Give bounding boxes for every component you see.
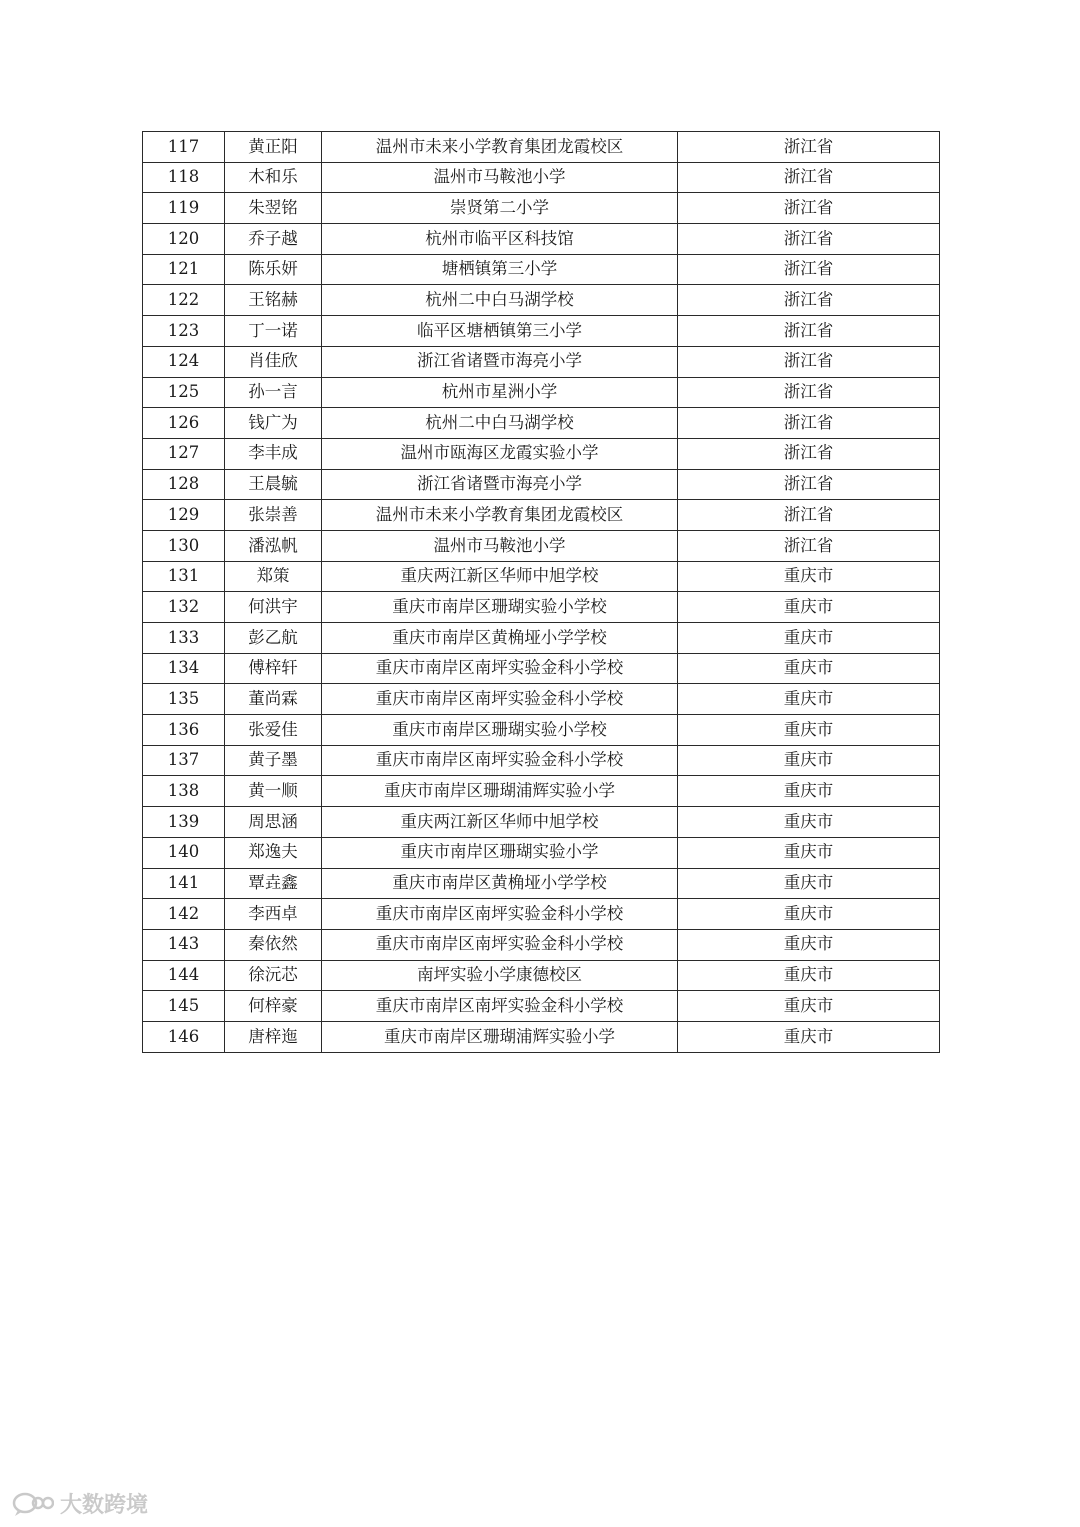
school-cell: 重庆市南岸区珊瑚实验小学 <box>322 837 678 868</box>
table-row <box>143 438 940 469</box>
row-number-cell: 123 <box>143 316 225 347</box>
student-name-cell: 周思涵 <box>225 807 322 838</box>
region-cell: 重庆市 <box>678 960 940 991</box>
row-number-cell: 139 <box>143 807 225 838</box>
region-cell: 浙江省 <box>678 254 940 285</box>
school-cell: 重庆两江新区华师中旭学校 <box>322 807 678 838</box>
table-row <box>143 899 940 930</box>
student-name-cell: 木和乐 <box>225 162 322 193</box>
student-name-cell: 陈乐妍 <box>225 254 322 285</box>
table-row <box>143 807 940 838</box>
row-number-cell: 145 <box>143 991 225 1022</box>
row-number-cell: 132 <box>143 592 225 623</box>
school-cell: 杭州市星洲小学 <box>322 377 678 408</box>
table-row <box>143 592 940 623</box>
student-name-cell: 朱翌铭 <box>225 193 322 224</box>
student-name-cell: 李西卓 <box>225 899 322 930</box>
row-number-cell: 117 <box>143 132 225 163</box>
region-cell: 重庆市 <box>678 929 940 960</box>
table-row <box>143 530 940 561</box>
table-row <box>143 162 940 193</box>
row-number-cell: 140 <box>143 837 225 868</box>
row-number-cell: 125 <box>143 377 225 408</box>
roster-table-body <box>143 132 940 1053</box>
school-cell: 崇贤第二小学 <box>322 193 678 224</box>
table-row <box>143 346 940 377</box>
row-number-cell: 120 <box>143 224 225 255</box>
student-name-cell: 黄子墨 <box>225 745 322 776</box>
region-cell: 浙江省 <box>678 316 940 347</box>
student-name-cell: 王铭赫 <box>225 285 322 316</box>
school-cell: 重庆市南岸区南坪实验金科小学校 <box>322 684 678 715</box>
row-number-cell: 131 <box>143 561 225 592</box>
student-name-cell: 徐沅芯 <box>225 960 322 991</box>
row-number-cell: 130 <box>143 530 225 561</box>
table-row <box>143 623 940 654</box>
student-name-cell: 秦依然 <box>225 929 322 960</box>
row-number-cell: 126 <box>143 408 225 439</box>
row-number-cell: 136 <box>143 715 225 746</box>
school-cell: 重庆市南岸区南坪实验金科小学校 <box>322 899 678 930</box>
table-row <box>143 684 940 715</box>
row-number-cell: 144 <box>143 960 225 991</box>
student-name-cell: 郑策 <box>225 561 322 592</box>
student-name-cell: 唐梓迤 <box>225 1021 322 1052</box>
row-number-cell: 135 <box>143 684 225 715</box>
row-number-cell: 122 <box>143 285 225 316</box>
school-cell: 浙江省诸暨市海亮小学 <box>322 346 678 377</box>
row-number-cell: 121 <box>143 254 225 285</box>
table-row <box>143 132 940 163</box>
school-cell: 温州市马鞍池小学 <box>322 530 678 561</box>
school-cell: 塘栖镇第三小学 <box>322 254 678 285</box>
row-number-cell: 127 <box>143 438 225 469</box>
row-number-cell: 143 <box>143 929 225 960</box>
student-name-cell: 乔子越 <box>225 224 322 255</box>
row-number-cell: 124 <box>143 346 225 377</box>
region-cell: 浙江省 <box>678 224 940 255</box>
row-number-cell: 119 <box>143 193 225 224</box>
school-cell: 重庆市南岸区南坪实验金科小学校 <box>322 653 678 684</box>
watermark <box>12 1488 148 1519</box>
row-number-cell: 138 <box>143 776 225 807</box>
table-row <box>143 715 940 746</box>
student-name-cell: 潘泓帆 <box>225 530 322 561</box>
student-name-cell: 孙一言 <box>225 377 322 408</box>
row-number-cell: 137 <box>143 745 225 776</box>
table-row <box>143 929 940 960</box>
student-name-cell: 黄一顺 <box>225 776 322 807</box>
school-cell: 重庆市南岸区黄桷垭小学学校 <box>322 623 678 654</box>
student-name-cell: 傅梓轩 <box>225 653 322 684</box>
region-cell: 重庆市 <box>678 807 940 838</box>
school-cell: 重庆市南岸区珊瑚浦辉实验小学 <box>322 776 678 807</box>
region-cell: 重庆市 <box>678 837 940 868</box>
table-row <box>143 254 940 285</box>
row-number-cell: 146 <box>143 1021 225 1052</box>
table-row <box>143 653 940 684</box>
region-cell: 重庆市 <box>678 653 940 684</box>
school-cell: 杭州市临平区科技馆 <box>322 224 678 255</box>
student-name-cell: 黄正阳 <box>225 132 322 163</box>
table-row <box>143 408 940 439</box>
table-row <box>143 837 940 868</box>
region-cell: 重庆市 <box>678 623 940 654</box>
region-cell: 浙江省 <box>678 193 940 224</box>
row-number-cell: 128 <box>143 469 225 500</box>
row-number-cell: 141 <box>143 868 225 899</box>
region-cell: 浙江省 <box>678 162 940 193</box>
table-row <box>143 193 940 224</box>
region-cell: 浙江省 <box>678 377 940 408</box>
region-cell: 重庆市 <box>678 868 940 899</box>
school-cell: 临平区塘栖镇第三小学 <box>322 316 678 347</box>
school-cell: 重庆市南岸区黄桷垭小学学校 <box>322 868 678 899</box>
roster-table <box>142 131 940 1053</box>
row-number-cell: 133 <box>143 623 225 654</box>
school-cell: 浙江省诸暨市海亮小学 <box>322 469 678 500</box>
table-row <box>143 469 940 500</box>
student-name-cell: 李丰成 <box>225 438 322 469</box>
table-row <box>143 561 940 592</box>
region-cell: 重庆市 <box>678 684 940 715</box>
region-cell: 浙江省 <box>678 132 940 163</box>
student-name-cell: 何洪宇 <box>225 592 322 623</box>
region-cell: 浙江省 <box>678 408 940 439</box>
chat-bubble-logo-icon <box>12 1491 54 1517</box>
table-row <box>143 960 940 991</box>
school-cell: 温州市未来小学教育集团龙霞校区 <box>322 500 678 531</box>
school-cell: 重庆市南岸区珊瑚实验小学校 <box>322 592 678 623</box>
student-name-cell: 张崇善 <box>225 500 322 531</box>
school-cell: 重庆两江新区华师中旭学校 <box>322 561 678 592</box>
school-cell: 重庆市南岸区南坪实验金科小学校 <box>322 991 678 1022</box>
student-name-cell: 张爱佳 <box>225 715 322 746</box>
school-cell: 重庆市南岸区南坪实验金科小学校 <box>322 929 678 960</box>
student-name-cell: 肖佳欣 <box>225 346 322 377</box>
region-cell: 重庆市 <box>678 745 940 776</box>
student-name-cell: 王晨毓 <box>225 469 322 500</box>
table-row <box>143 991 940 1022</box>
region-cell: 浙江省 <box>678 346 940 377</box>
table-row <box>143 776 940 807</box>
region-cell: 重庆市 <box>678 592 940 623</box>
region-cell: 重庆市 <box>678 561 940 592</box>
region-cell: 重庆市 <box>678 776 940 807</box>
table-row <box>143 1021 940 1052</box>
region-cell: 浙江省 <box>678 469 940 500</box>
table-row <box>143 745 940 776</box>
student-name-cell: 何梓豪 <box>225 991 322 1022</box>
region-cell: 重庆市 <box>678 899 940 930</box>
school-cell: 温州市瓯海区龙霞实验小学 <box>322 438 678 469</box>
student-name-cell: 彭乙航 <box>225 623 322 654</box>
row-number-cell: 129 <box>143 500 225 531</box>
school-cell: 重庆市南岸区珊瑚实验小学校 <box>322 715 678 746</box>
table-row <box>143 316 940 347</box>
student-name-cell: 董尚霖 <box>225 684 322 715</box>
region-cell: 浙江省 <box>678 438 940 469</box>
region-cell: 重庆市 <box>678 1021 940 1052</box>
region-cell: 浙江省 <box>678 285 940 316</box>
student-name-cell: 丁一诺 <box>225 316 322 347</box>
school-cell: 温州市马鞍池小学 <box>322 162 678 193</box>
region-cell: 浙江省 <box>678 530 940 561</box>
student-name-cell: 钱广为 <box>225 408 322 439</box>
table-row <box>143 224 940 255</box>
school-cell: 杭州二中白马湖学校 <box>322 408 678 439</box>
school-cell: 杭州二中白马湖学校 <box>322 285 678 316</box>
table-row <box>143 377 940 408</box>
student-name-cell: 覃垚鑫 <box>225 868 322 899</box>
region-cell: 重庆市 <box>678 991 940 1022</box>
region-cell: 浙江省 <box>678 500 940 531</box>
school-cell: 温州市未来小学教育集团龙霞校区 <box>322 132 678 163</box>
row-number-cell: 118 <box>143 162 225 193</box>
school-cell: 南坪实验小学康德校区 <box>322 960 678 991</box>
student-name-cell: 郑逸夫 <box>225 837 322 868</box>
row-number-cell: 134 <box>143 653 225 684</box>
school-cell: 重庆市南岸区南坪实验金科小学校 <box>322 745 678 776</box>
region-cell: 重庆市 <box>678 715 940 746</box>
table-row <box>143 500 940 531</box>
table-row <box>143 868 940 899</box>
watermark-text: 大数跨境 <box>60 1493 149 1518</box>
row-number-cell: 142 <box>143 899 225 930</box>
table-row <box>143 285 940 316</box>
school-cell: 重庆市南岸区珊瑚浦辉实验小学 <box>322 1021 678 1052</box>
